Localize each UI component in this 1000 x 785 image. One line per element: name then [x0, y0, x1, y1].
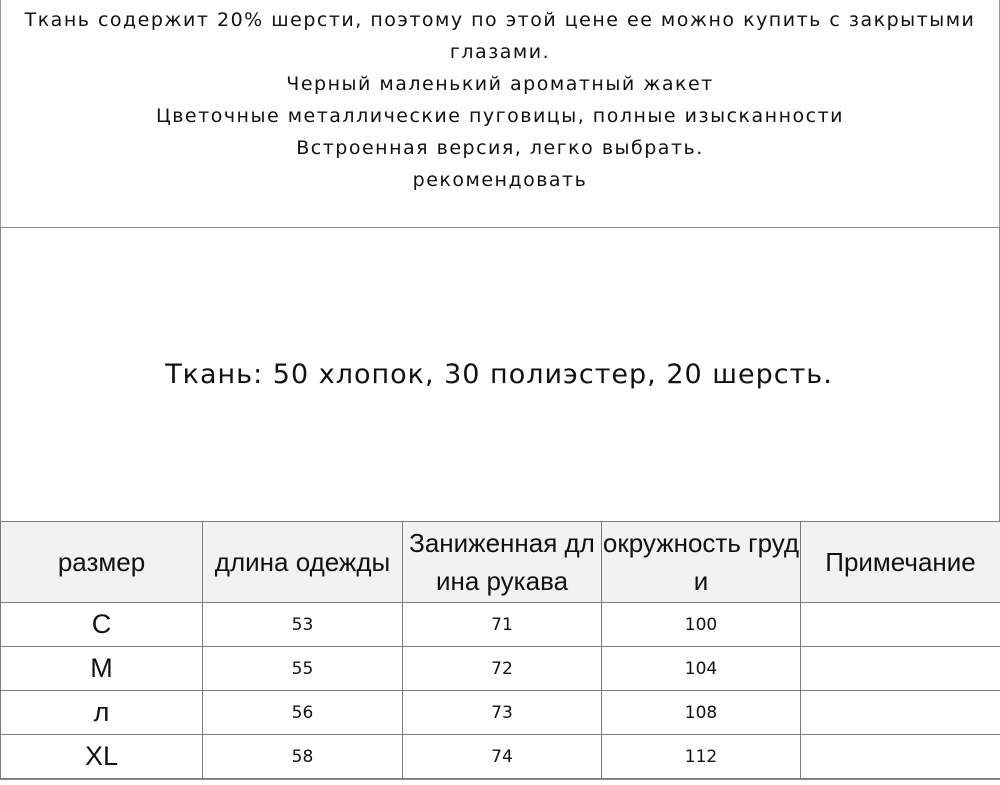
description-line: Встроенная версия, легко выбрать.	[296, 137, 704, 159]
size-cell: л	[1, 691, 203, 735]
fabric-composition-text: Ткань: 50 хлопок, 30 полиэстер, 20 шерсть.	[165, 359, 833, 390]
garment-length-cell: 56	[203, 691, 403, 735]
chest-circumference-cell: 112	[602, 735, 801, 779]
note-cell	[801, 647, 1000, 691]
size-cell: XL	[1, 735, 203, 779]
description-line: Цветочные металлические пуговицы, полные изысканности	[155, 105, 845, 127]
size-table	[0, 521, 1000, 779]
header-chest-circumference: окружность груди	[602, 522, 801, 603]
note-cell	[801, 603, 1000, 647]
bottom-divider	[0, 779, 1000, 780]
table-row	[1, 603, 1000, 647]
chest-circumference-cell: 100	[602, 603, 801, 647]
description-line: рекомендовать	[412, 169, 588, 191]
size-cell: M	[1, 647, 203, 691]
header-size: размер	[1, 522, 203, 603]
description-line: Черный маленький ароматный жакет	[286, 73, 714, 95]
sleeve-length-cell: 73	[403, 691, 602, 735]
header-note: Примечание	[801, 522, 1000, 603]
description-lines	[1, 4, 999, 196]
product-description	[0, 0, 1000, 227]
header-sleeve-length: Заниженная длина рукава	[403, 522, 602, 603]
size-cell: С	[1, 603, 203, 647]
garment-length-cell: 53	[203, 603, 403, 647]
sleeve-length-cell: 71	[403, 603, 602, 647]
table-row	[1, 735, 1000, 779]
note-cell	[801, 691, 1000, 735]
note-cell	[801, 735, 1000, 779]
header-garment-length: длина одежды	[203, 522, 403, 603]
chest-circumference-cell: 104	[602, 647, 801, 691]
table-row	[1, 691, 1000, 735]
garment-length-cell: 58	[203, 735, 403, 779]
garment-length-cell: 55	[203, 647, 403, 691]
description-line: Ткань содержит 20% шерсти, поэтому по этой цене ее можно купить с закрытыми глазами.	[24, 9, 976, 63]
sleeve-length-cell: 72	[403, 647, 602, 691]
chest-circumference-cell: 108	[602, 691, 801, 735]
sleeve-length-cell: 74	[403, 735, 602, 779]
table-row	[1, 647, 1000, 691]
size-table-header-row	[1, 522, 1000, 603]
fabric-composition-block	[0, 227, 1000, 522]
